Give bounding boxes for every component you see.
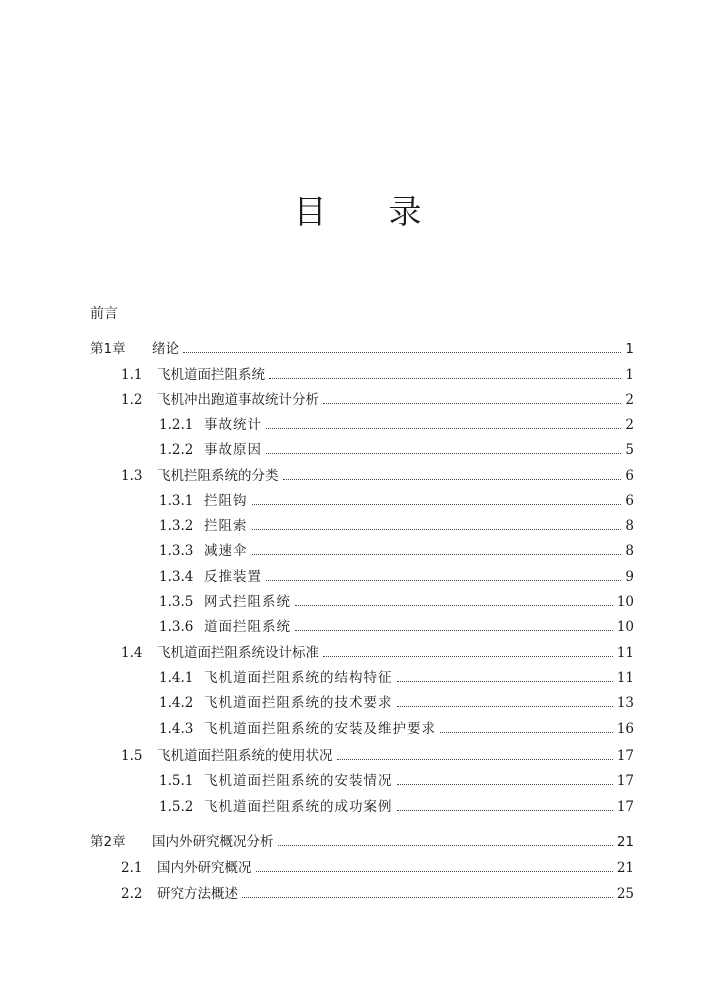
toc-leader <box>266 580 621 581</box>
toc-title: 事故统计 <box>204 417 262 433</box>
toc-entry-1-3-5[interactable] <box>159 589 634 611</box>
toc-number: 1.3.5 <box>159 594 194 610</box>
toc-leader <box>397 784 613 785</box>
toc-number: 1.4.2 <box>159 695 194 711</box>
toc-leader <box>323 656 613 657</box>
toc-page: 2 <box>625 392 634 408</box>
toc-entry-1-4-2[interactable] <box>159 690 634 712</box>
toc-leader <box>397 810 613 811</box>
toc-page: 21 <box>616 860 634 876</box>
toc-title: 飞机道面拦阻系统的安装及维护要求 <box>204 721 436 737</box>
toc-title: 飞机拦阻系统的分类 <box>157 468 279 484</box>
toc-title: 飞机道面拦阻系统的使用状况 <box>157 748 333 764</box>
toc-page: 9 <box>625 569 634 585</box>
toc-leader <box>323 403 621 404</box>
toc-entry-1-3-4[interactable] <box>159 564 634 586</box>
toc-number: 1.5.2 <box>159 799 194 815</box>
toc-entry-1-3[interactable] <box>121 463 634 485</box>
toc-number: 1.1 <box>121 367 143 383</box>
toc-entry-1-3-6[interactable] <box>159 614 634 636</box>
toc-page: 8 <box>625 543 634 559</box>
toc-number: 1.3.1 <box>159 493 194 509</box>
toc-entry-2-2[interactable] <box>121 881 634 903</box>
toc-page: 6 <box>625 493 634 509</box>
toc-title: 研究方法概述 <box>157 886 238 902</box>
toc-title: 飞机道面拦阻系统的结构特征 <box>204 670 393 686</box>
toc-page: 1 <box>625 367 634 383</box>
toc-entry-1-2[interactable] <box>121 387 634 409</box>
toc-entry-2-1[interactable] <box>121 855 634 877</box>
toc-title: 国内外研究概况 <box>157 860 252 876</box>
toc-leader <box>242 897 613 898</box>
toc-page: 11 <box>616 645 634 661</box>
toc-number: 1.3.3 <box>159 543 194 559</box>
toc-page: 17 <box>616 799 634 815</box>
toc-entry-chapter-2[interactable] <box>90 829 634 851</box>
toc-page: 1 <box>625 341 634 357</box>
toc-leader <box>283 479 622 480</box>
toc-leader <box>252 529 622 530</box>
toc-leader <box>252 504 622 505</box>
toc-title: 道面拦阻系统 <box>204 619 291 635</box>
toc-title: 飞机道面拦阻系统设计标准 <box>157 645 319 661</box>
toc-leader <box>266 453 621 454</box>
toc-page: 8 <box>625 518 634 534</box>
toc-title: 网式拦阻系统 <box>204 594 291 610</box>
toc-number: 1.2 <box>121 392 143 408</box>
toc-number: 1.3.4 <box>159 569 194 585</box>
toc-page: 11 <box>616 670 634 686</box>
toc-title: 飞机道面拦阻系统的安装情况 <box>204 773 393 789</box>
toc-page: 2 <box>625 417 634 433</box>
toc-number: 1.3.2 <box>159 518 194 534</box>
toc-number: 1.4 <box>121 645 143 661</box>
toc-entry-1-3-3[interactable] <box>159 538 634 560</box>
toc-page: 10 <box>616 594 634 610</box>
toc-page: 21 <box>616 834 634 850</box>
toc-entry-1-5-2[interactable] <box>159 794 634 816</box>
toc-page: 16 <box>616 721 634 737</box>
toc-number: 1.4.3 <box>159 721 194 737</box>
toc-page: 17 <box>616 748 634 764</box>
toc-leader <box>278 845 613 846</box>
toc-number: 1.2.1 <box>159 417 194 433</box>
toc-page: 13 <box>616 695 634 711</box>
toc-entry-1-4-1[interactable] <box>159 665 634 687</box>
toc-title: 减速伞 <box>204 543 248 559</box>
toc-leader <box>295 605 613 606</box>
toc-number: 1.5.1 <box>159 773 194 789</box>
title-char-1: 目 <box>293 192 327 231</box>
toc-title: 反推装置 <box>204 569 262 585</box>
toc-entry-chapter-1[interactable] <box>90 336 634 358</box>
toc-number: 1.2.2 <box>159 442 194 458</box>
toc-number: 第1章 <box>90 341 126 357</box>
toc-page: 10 <box>616 619 634 635</box>
toc-preface[interactable]: 前言 <box>90 306 118 322</box>
toc-title: 飞机道面拦阻系统 <box>157 367 265 383</box>
toc-title: 国内外研究概况分析 <box>152 834 274 850</box>
toc-page: 17 <box>616 773 634 789</box>
toc-entry-1-3-2[interactable] <box>159 513 634 535</box>
toc-entry-1-2-1[interactable] <box>159 412 634 434</box>
toc-entry-1-4[interactable] <box>121 640 634 662</box>
toc-number: 1.3 <box>121 468 143 484</box>
toc-leader <box>269 378 621 379</box>
page-title <box>0 186 715 233</box>
toc-leader <box>440 732 613 733</box>
toc-number: 1.5 <box>121 748 143 764</box>
toc-page: 25 <box>616 886 634 902</box>
toc-number: 第2章 <box>90 834 126 850</box>
toc-title: 飞机冲出跑道事故统计分析 <box>157 392 319 408</box>
toc-title: 绪论 <box>152 341 179 357</box>
toc-title: 飞机道面拦阻系统的成功案例 <box>204 799 393 815</box>
toc-leader <box>337 759 613 760</box>
toc-page: 6 <box>625 468 634 484</box>
toc-title: 拦阻索 <box>204 518 248 534</box>
toc-leader <box>256 871 613 872</box>
toc-entry-1-2-2[interactable] <box>159 437 634 459</box>
toc-title: 事故原因 <box>204 442 262 458</box>
toc-leader <box>183 352 621 353</box>
toc-leader <box>252 554 622 555</box>
toc-number: 1.4.1 <box>159 670 194 686</box>
toc-number: 2.2 <box>121 886 143 902</box>
toc-entry-1-5-1[interactable] <box>159 768 634 790</box>
toc-title: 拦阻钩 <box>204 493 248 509</box>
toc-leader <box>397 706 613 707</box>
toc-number: 1.3.6 <box>159 619 194 635</box>
toc-entry-1-5[interactable] <box>121 743 634 765</box>
toc-leader <box>295 630 613 631</box>
toc-entry-1-4-3[interactable] <box>159 716 634 738</box>
title-char-2: 录 <box>388 192 422 231</box>
toc-entry-1-3-1[interactable] <box>159 488 634 510</box>
toc-number: 2.1 <box>121 860 143 876</box>
toc-entry-1-1[interactable] <box>121 362 634 384</box>
toc-page: 5 <box>625 442 634 458</box>
toc-leader <box>266 428 621 429</box>
toc-title: 飞机道面拦阻系统的技术要求 <box>204 695 393 711</box>
toc-leader <box>397 681 613 682</box>
